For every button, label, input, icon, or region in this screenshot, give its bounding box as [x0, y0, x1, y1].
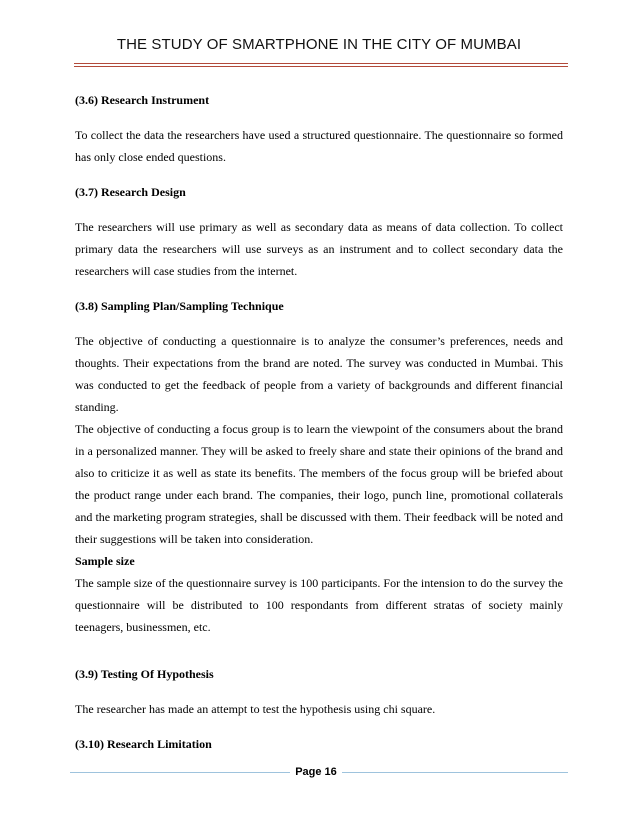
section-heading-3-9: (3.9) Testing Of Hypothesis	[75, 667, 214, 681]
section-text-3-7: The researchers will use primary as well as secondary data as means of data collection. To collect primary data the researchers will use surveys as an instrument and to collect secondary data the researchers will case studies from the internet.	[75, 220, 563, 278]
section-text-3-8-focus-group: The objective of conducting a focus group is to learn the viewpoint of the consumers about the brand in a personalized manner. They will be asked to freely share and state their opinions of the brand and also to criticize it as well as state its benefits. The members of the focus group will be briefed about the product range under each brand. The companies, their logo, punch line, promotional collaterals and the marketing program strategies, shall be discussed with them. Their feedback will be noted and their suggestions will be taken into consideration.	[75, 422, 563, 546]
page-header-title: THE STUDY OF SMARTPHONE IN THE CITY OF MUMBAI	[116, 36, 522, 53]
section-heading-3-6: (3.6) Research Instrument	[75, 93, 210, 107]
section-text-3-9: The researcher has made an attempt to test the hypothesis using chi square.	[75, 702, 436, 716]
section-heading-3-10: (3.10) Research Limitation	[75, 737, 212, 751]
section-text-3-6: To collect the data the researchers have used a structured questionnaire. The questionnaire so formed has only close ended questions.	[75, 128, 563, 164]
sample-size-heading: Sample size	[75, 554, 135, 568]
section-text-3-8-questionnaire: The objective of conducting a questionnaire is to analyze the consumer’s preferences, needs and thoughts. Their expectations from the brand are noted. The survey was conducted in Mumbai. This was conducted to get the feedback of people from a variety of backgrounds and different financial standing.	[75, 334, 563, 414]
page-number-label: Page 16	[295, 766, 337, 778]
document-body	[75, 89, 563, 755]
footer-divider-right	[342, 772, 568, 773]
footer-divider-left	[70, 772, 290, 773]
section-heading-3-8: (3.8) Sampling Plan/Sampling Technique	[75, 299, 284, 313]
section-heading-3-7: (3.7) Research Design	[75, 185, 186, 199]
sample-size-text: The sample size of the questionnaire survey is 100 participants. For the intension to do the survey the questionnaire will be distributed to 100 respondants from different stratas of society mainly teenagers, businessmen, etc.	[75, 576, 563, 634]
header-divider	[74, 63, 568, 67]
